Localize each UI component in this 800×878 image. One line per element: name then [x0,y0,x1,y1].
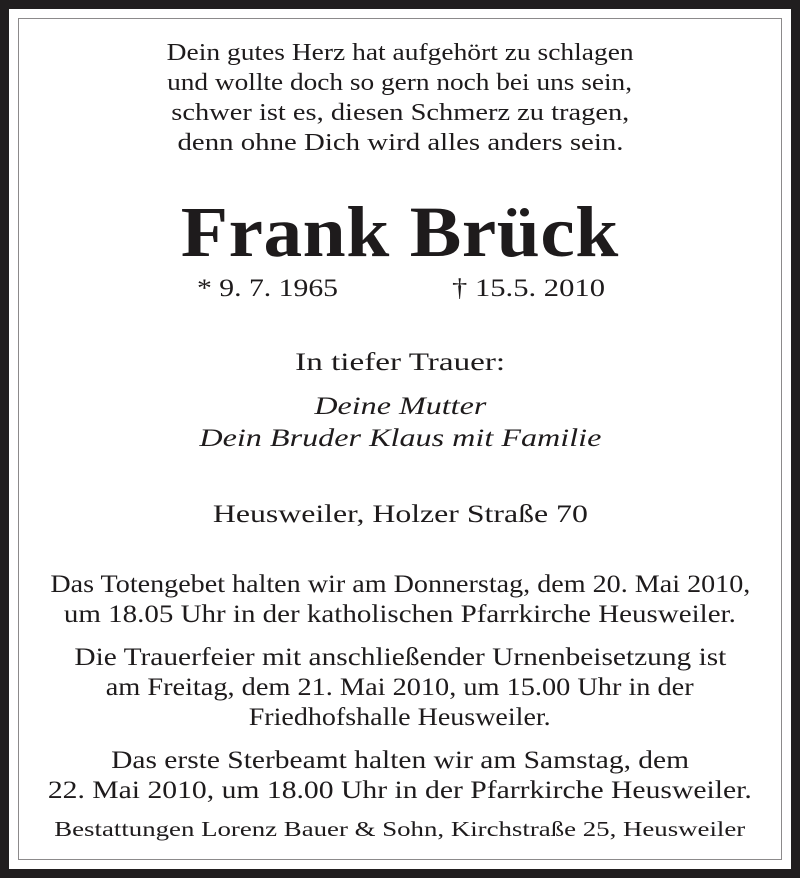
mourning-heading: In tiefer Trauer: [294,349,505,376]
event-3-line-1: Das erste Sterbeamt halten wir am Samstag, dem [110,747,689,774]
death-date: † 15.5. 2010 [452,273,605,302]
event-1-line-1: Das Totengebet halten wir am Donnerstag, dem 20. Mai 2010, [50,571,750,598]
funeral-home: Bestattungen Lorenz Bauer & Sohn, Kirchstraße 25, Heusweiler [54,817,746,841]
poem-line-3: schwer ist es, diesen Schmerz zu tragen, [171,99,629,126]
event-2-line-2: am Freitag, dem 21. Mai 2010, um 15.00 Uhr in der [106,674,694,701]
event-3-line-2: 22. Mai 2010, um 18.00 Uhr in der Pfarrkirche Heusweiler. [48,777,753,804]
poem-line-4: denn ohne Dich wird alles anders sein. [176,129,623,156]
mourner-mother: Deine Mutter [313,391,486,420]
mourner-brother: Dein Bruder Klaus mit Familie [198,423,601,452]
event-1-line-2: um 18.05 Uhr in der katholischen Pfarrkirche Heusweiler. [63,601,736,628]
deceased-name: Frank Brück [180,192,619,272]
poem-line-2: und wollte doch so gern noch bei uns sein, [167,69,633,96]
poem-line-1: Dein gutes Herz hat aufgehört zu schlagen [166,39,634,66]
event-2-line-1: Die Trauerfeier mit anschließender Urnenbeisetzung ist [74,644,726,671]
birth-date: * 9. 7. 1965 [197,273,338,302]
family-address: Heusweiler, Holzer Straße 70 [212,501,588,528]
event-2-line-3: Friedhofshalle Heusweiler. [249,704,551,731]
